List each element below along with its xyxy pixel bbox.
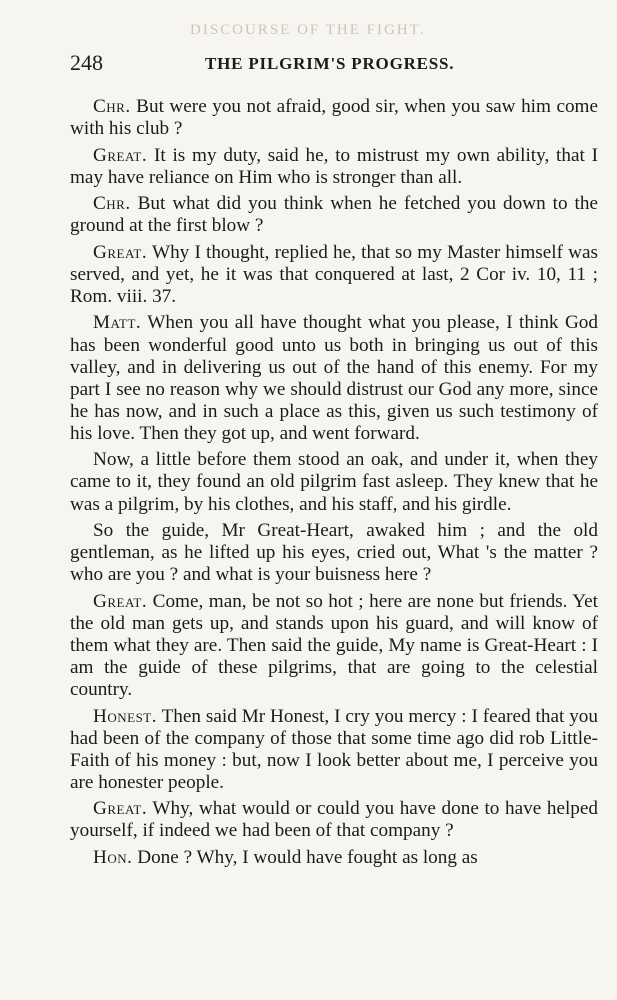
paragraph-text: It is my duty, said he, to mistrust my own ability, that I may have reliance on Him who is stronger than all. bbox=[70, 144, 598, 188]
paragraph bbox=[70, 520, 598, 586]
speaker-label: Great. bbox=[93, 590, 148, 612]
paragraph-text: Now, a little before them stood an oak, and under it, when they came to it, they found an old pilgrim fast asleep. They knew that he was a pilgrim, by his clothes, and his staff, and his girdle. bbox=[70, 449, 598, 515]
speaker-label: Chr. bbox=[93, 193, 131, 215]
paragraph-text: So the guide, Mr Great-Heart, awaked him ; and the old gentleman, as he lifted up his eyes, cried out, What 's the matter ? who are you ? and what is your buisness here ? bbox=[70, 520, 598, 586]
speaker-label: Hon. bbox=[93, 846, 133, 868]
paragraph bbox=[70, 96, 598, 140]
paragraph bbox=[70, 242, 598, 308]
paragraph bbox=[70, 847, 598, 869]
paragraph-text: But what did you think when he fetched you down to the ground at the first blow ? bbox=[70, 193, 598, 237]
page-header bbox=[70, 50, 599, 80]
paragraph bbox=[70, 193, 598, 237]
speaker-label: Great. bbox=[93, 144, 148, 166]
paragraph-text: Come, man, be not so hot ; here are none but friends. Yet the old man gets up, and stands upon his guard, and will know of them what they are. Then said the guide, My name is Great-Heart : I am the guide of these pilgrims, that are going to the celestial country. bbox=[70, 590, 598, 701]
paragraph bbox=[70, 706, 598, 794]
paragraph-text: Why, what would or could you have done to have helped yourself, if indeed we had been of that company ? bbox=[70, 798, 598, 842]
speaker-label: Honest. bbox=[93, 705, 158, 727]
paragraph bbox=[70, 449, 598, 515]
paragraph bbox=[70, 145, 598, 189]
paragraph-text: Then said Mr Honest, I cry you mercy : I feared that you had been of the company of those that some time ago did rob Little-Faith of his money : but, now I look better about me, I perceive you are honester people. bbox=[70, 705, 598, 793]
speaker-label: Matt. bbox=[93, 312, 142, 334]
speaker-label: Chr. bbox=[93, 96, 131, 117]
bleed-through-text: DISCOURSE OF THE FIGHT. bbox=[190, 22, 426, 38]
body-text bbox=[70, 96, 598, 873]
speaker-label: Great. bbox=[93, 241, 148, 263]
paragraph-text: When you all have thought what you please, I think God has been wonderful good unto us both in bringing us out of this valley, and in delivering us out of the hand of this enemy. For my part I see no reason why we should distrust our God any more, since he has now, and in such a place as this, given us such testimony of his love. Then they got up, and went forward. bbox=[70, 312, 598, 444]
running-title: THE PILGRIM'S PROGRESS. bbox=[205, 54, 455, 73]
paragraph bbox=[70, 798, 598, 842]
page-number: 248 bbox=[70, 50, 103, 75]
speaker-label: Great. bbox=[93, 798, 148, 820]
paragraph-text: Why I thought, replied he, that so my Master himself was served, and yet, he it was that conquered at last, 2 Cor iv. 10, 11 ; Rom. viii. 37. bbox=[70, 241, 598, 307]
paragraph bbox=[70, 312, 598, 445]
paragraph-text: But were you not afraid, good sir, when you saw him come with his club ? bbox=[70, 96, 598, 140]
paragraph bbox=[70, 591, 598, 701]
paragraph-text: Done ? Why, I would have fought as long as bbox=[132, 846, 478, 868]
